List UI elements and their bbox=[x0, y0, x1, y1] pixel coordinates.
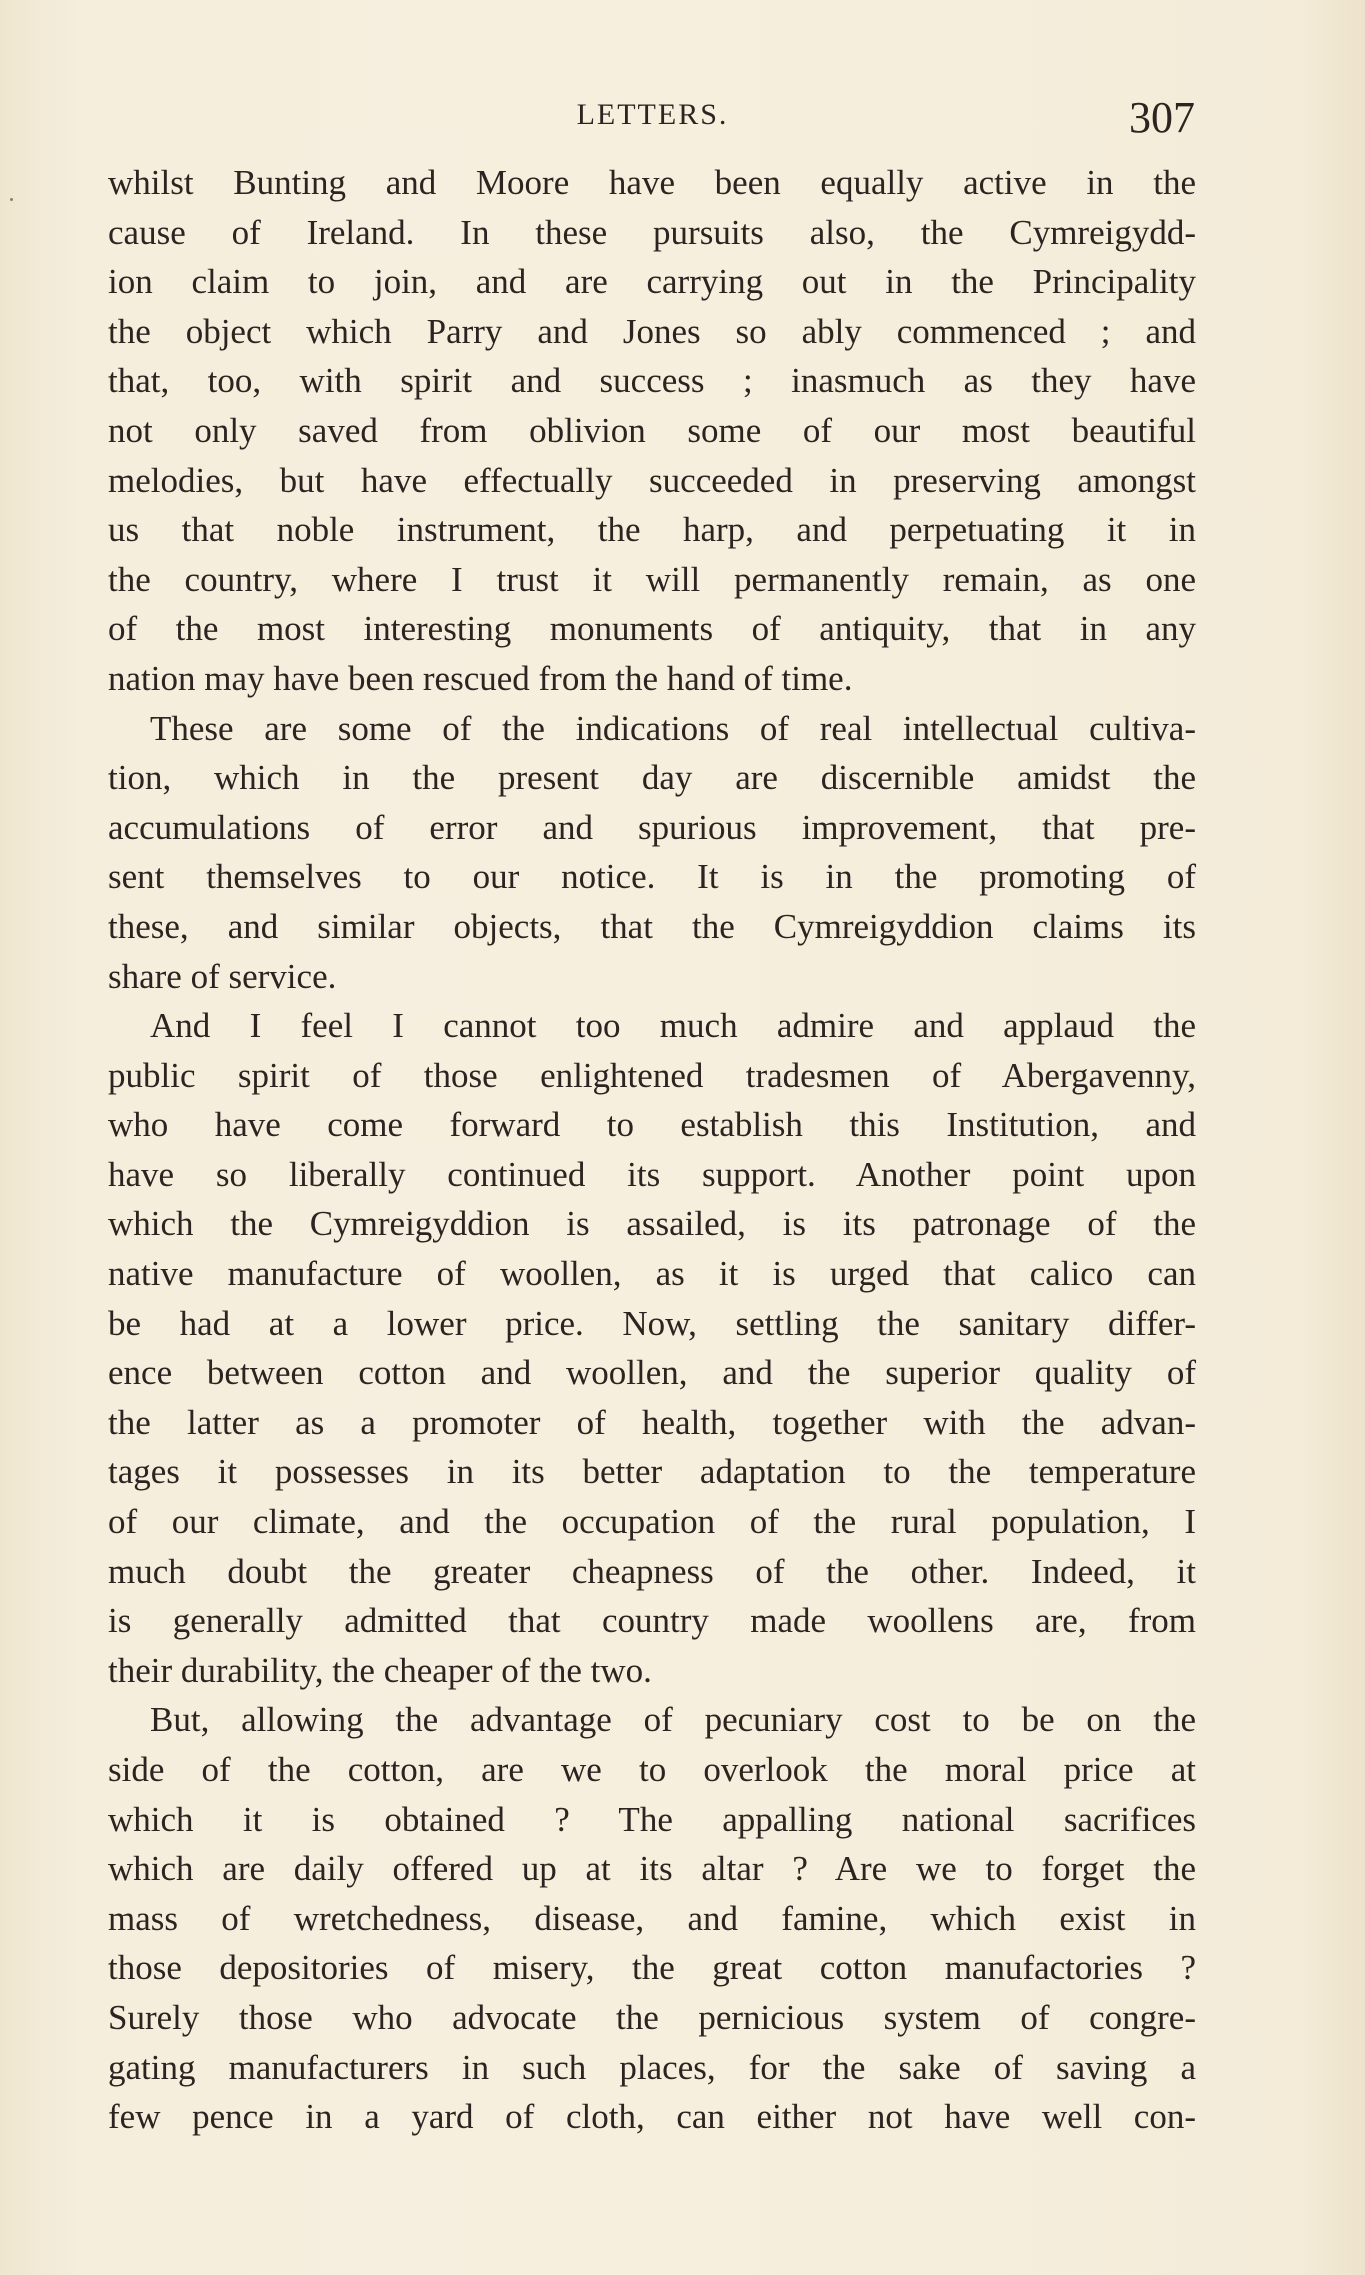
text-line: us that noble instrument, the harp, and perpetuating it in bbox=[108, 510, 1196, 550]
text-line: side of the cotton, are we to overlook the moral price at bbox=[108, 1750, 1196, 1789]
text-line: of the most interesting monuments of antiquity, that in any bbox=[108, 609, 1196, 649]
text-line: ion claim to join, and are carrying out in the Principality bbox=[108, 262, 1196, 302]
text-line: tion, which in the present day are discernible amidst the bbox=[108, 758, 1196, 798]
text-line: not only saved from oblivion some of our most beautiful bbox=[108, 410, 1196, 450]
text-line: sent themselves to our notice. It is in the promoting of bbox=[108, 857, 1196, 897]
body-text bbox=[108, 158, 1196, 2142]
text-line: the country, where I trust it will permanently remain, as one bbox=[108, 559, 1196, 599]
text-line: their durability, the cheaper of the two. bbox=[108, 1650, 652, 1690]
text-line: tages it possesses in its better adaptation to the temperature bbox=[108, 1452, 1196, 1492]
text-line: share of service. bbox=[108, 956, 337, 996]
text-line: But, allowing the advantage of pecuniary cost to be on the bbox=[150, 1700, 1196, 1740]
paper-speck bbox=[10, 198, 13, 201]
text-line: the object which Parry and Jones so ably commenced ; and bbox=[108, 311, 1196, 351]
text-line: which it is obtained ? The appalling national sacrifices bbox=[108, 1799, 1196, 1839]
page-number: 307 bbox=[1129, 93, 1195, 142]
text-line: which are daily offered up at its altar ? Are we to forget the bbox=[108, 1849, 1196, 1889]
text-line: These are some of the indications of real intellectual cultiva- bbox=[150, 708, 1196, 748]
text-line: And I feel I cannot too much admire and applaud the bbox=[150, 1006, 1196, 1046]
text-line: the latter as a promoter of health, together with the advan- bbox=[108, 1402, 1196, 1442]
text-line: nation may have been rescued from the hand of time. bbox=[108, 658, 853, 698]
text-line: of our climate, and the occupation of the rural population, I bbox=[108, 1502, 1196, 1542]
page-header bbox=[110, 92, 1195, 152]
text-line: melodies, but have effectually succeeded in preserving amongst bbox=[108, 460, 1196, 500]
text-line: is generally admitted that country made woollens are, from bbox=[108, 1601, 1196, 1641]
running-head: LETTERS. bbox=[576, 98, 729, 131]
text-line: public spirit of those enlightened tradesmen of Abergavenny, bbox=[108, 1055, 1196, 1095]
text-line: much doubt the greater cheapness of the other. Indeed, it bbox=[108, 1551, 1196, 1591]
text-line: these, and similar objects, that the Cymreigyddion claims its bbox=[108, 906, 1196, 946]
text-line: those depositories of misery, the great cotton manufactories ? bbox=[108, 1948, 1196, 1988]
text-line: cause of Ireland. In these pursuits also, the Cymreigydd- bbox=[108, 212, 1196, 252]
text-line: mass of wretchedness, disease, and famine, which exist in bbox=[108, 1898, 1196, 1938]
text-line: few pence in a yard of cloth, can either not have well con- bbox=[108, 2097, 1196, 2137]
text-line: which the Cymreigyddion is assailed, is its patronage of the bbox=[108, 1204, 1196, 1244]
text-line: have so liberally continued its support. Another point upon bbox=[108, 1154, 1196, 1194]
text-line: native manufacture of woollen, as it is urged that calico can bbox=[108, 1254, 1196, 1294]
text-line: that, too, with spirit and success ; inasmuch as they have bbox=[108, 361, 1196, 401]
text-line: who have come forward to establish this Institution, and bbox=[108, 1105, 1196, 1145]
text-line: ence between cotton and woollen, and the superior quality of bbox=[108, 1353, 1196, 1393]
text-line: gating manufacturers in such places, for the sake of saving a bbox=[108, 2047, 1196, 2087]
text-line: whilst Bunting and Moore have been equally active in the bbox=[108, 163, 1196, 202]
text-line: be had at a lower price. Now, settling the sanitary differ- bbox=[108, 1303, 1196, 1343]
text-line: accumulations of error and spurious improvement, that pre- bbox=[108, 807, 1196, 847]
text-line: Surely those who advocate the pernicious system of congre- bbox=[108, 1997, 1196, 2037]
